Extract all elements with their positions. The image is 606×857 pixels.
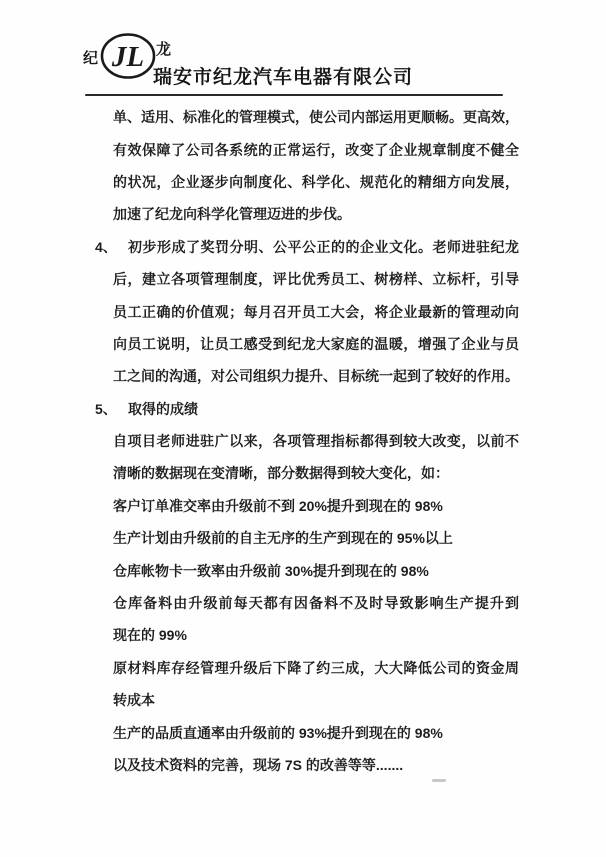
header-divider: [85, 94, 503, 96]
logo-left-char: 纪: [83, 50, 99, 67]
text-line: [113, 457, 606, 489]
text-line-content: 仓库帐物卡一致率由升级前 30%提升到现在的 98%: [113, 562, 429, 579]
text-line-content: 现在的 99%: [113, 627, 187, 644]
text-line: [113, 295, 606, 327]
text-line: [95, 393, 606, 425]
text-line-content: 生产计划由升级前的自主无序的生产到现在的 95%以上: [113, 530, 453, 547]
text-line: [113, 166, 606, 198]
text-line-content: 原材料库存经管理升级后下降了约三成，大大降低公司的资金周: [113, 659, 519, 676]
text-line: [113, 749, 606, 781]
text-line-content: 转成本: [113, 692, 155, 709]
text-line: [113, 619, 606, 651]
text-line: [113, 101, 606, 133]
text-line: [113, 684, 606, 716]
text-line: [113, 490, 606, 522]
text-line: [113, 198, 606, 230]
text-line-content: 初步形成了奖罚分明、公平公正的的企业文化。老师进驻纪龙: [128, 238, 519, 255]
text-line-content: 以及技术资料的完善，现场 7S 的改善等等.......: [113, 757, 404, 773]
text-line-content: 单、适用、标准化的管理模式，使公司内部运用更顺畅。更高效，: [113, 109, 519, 126]
text-line: [113, 652, 606, 684]
text-line-content: 自项目老师进驻广以来，各项管理指标都得到较大改变，以前不: [113, 433, 519, 450]
text-line: [113, 133, 606, 165]
logo-monogram: JL: [111, 41, 145, 73]
document-body: [0, 101, 606, 781]
text-line-content: 的状况，企业逐步向制度化、科学化、规范化的精细方向发展，: [113, 173, 519, 190]
logo-right-char: 龙: [156, 41, 172, 58]
text-line-content: 仓库备料由升级前每天都有因备料不及时导致影响生产提升到: [113, 595, 519, 612]
text-line: [113, 554, 606, 586]
text-line-content: 取得的成绩: [128, 400, 198, 417]
list-item-number: 5、: [95, 400, 117, 417]
text-line-content: 有效保障了公司各系统的正常运行，改变了企业规章制度不健全: [113, 141, 519, 158]
text-line-content: 清晰的数据现在变清晰，部分数据得到较大变化，如：: [113, 465, 449, 482]
scan-artifact: [432, 779, 446, 782]
text-line-content: 客户订单准交率由升级前不到 20%提升到现在的 98%: [113, 497, 443, 514]
list-item-number: 4、: [95, 238, 117, 255]
text-line: [113, 716, 606, 748]
text-line: [113, 522, 606, 554]
text-line-content: 加速了纪龙向科学化管理迈进的步伐。: [113, 206, 351, 223]
text-line-content: 员工正确的价值观；每月召开员工大会，将企业最新的管理动向: [113, 303, 519, 320]
text-line: [113, 263, 606, 295]
text-line: [113, 360, 606, 392]
text-line-content: 后，建立各项管理制度，评比优秀员工、树榜样、立标杆，引导: [113, 271, 519, 288]
text-line: [113, 425, 606, 457]
company-name: 瑞安市纪龙汽车电器有限公司: [153, 67, 414, 88]
text-line-content: 生产的品质直通率由升级前的 93%提升到现在的 98%: [113, 724, 443, 741]
text-line: [95, 231, 606, 263]
text-line-content: 向员工说明，让员工感受到纪龙大家庭的温暖，增强了企业与员: [113, 335, 519, 352]
text-line: [113, 328, 606, 360]
text-line-content: 工之间的沟通，对公司组织力提升、目标统一起到了较好的作用。: [113, 368, 519, 385]
text-line: [113, 587, 606, 619]
